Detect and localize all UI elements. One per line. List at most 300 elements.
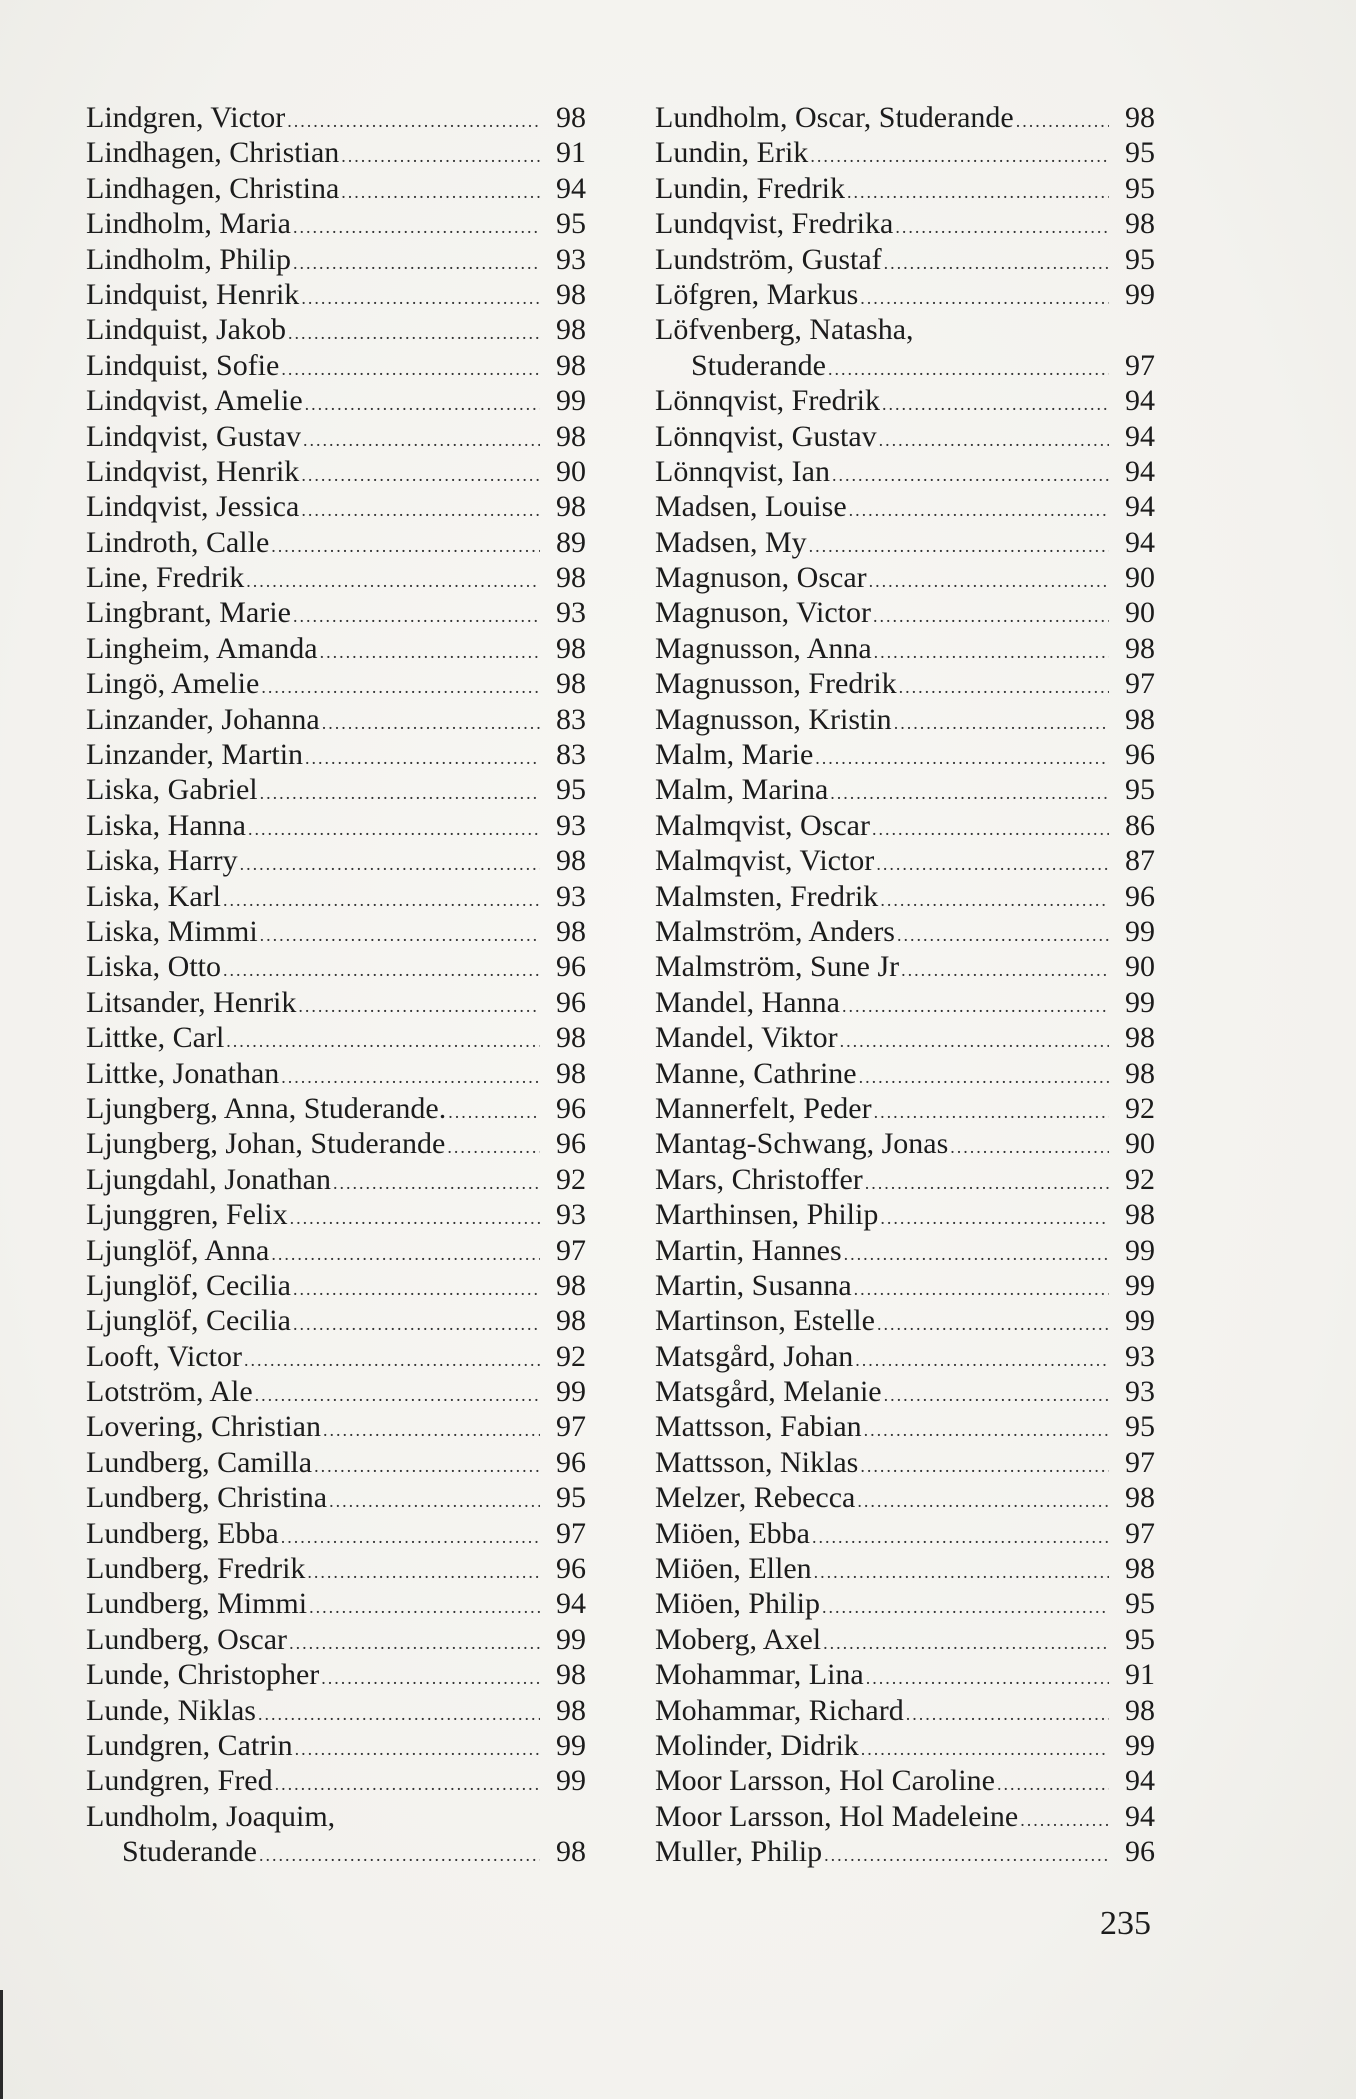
dot-leader [293, 1272, 540, 1307]
entry-name: Mohammar, Richard [655, 1693, 904, 1727]
entry-page-number: 97 [1125, 348, 1155, 382]
dot-leader [1016, 104, 1109, 139]
dot-leader [281, 352, 540, 387]
dot-leader [895, 210, 1109, 245]
index-entry [86, 1693, 586, 1728]
dot-leader [289, 1626, 540, 1661]
index-entry [86, 171, 586, 206]
index-entry [86, 1728, 586, 1763]
entry-page-number: 98 [1125, 1693, 1155, 1727]
entry-name: Liska, Otto [86, 950, 221, 984]
dot-leader [448, 1095, 540, 1130]
entry-name: Lundström, Gustaf [655, 242, 882, 276]
dot-leader [281, 1520, 540, 1555]
entry-page-number: 99 [1125, 277, 1155, 311]
index-entry [86, 1516, 586, 1551]
dot-leader [320, 635, 540, 670]
entry-page-number: 98 [1125, 1552, 1155, 1586]
dot-leader [298, 989, 540, 1024]
index-entry [655, 560, 1155, 595]
dot-leader [849, 493, 1109, 528]
index-entry [86, 808, 586, 843]
index-entry [86, 1799, 586, 1870]
index-entry [655, 1834, 1155, 1869]
entry-page-number: 99 [1125, 985, 1155, 1019]
entry-name: Lingö, Amelie [86, 667, 260, 701]
index-entry [86, 1091, 586, 1126]
index-entry [86, 277, 586, 312]
dot-leader [305, 387, 540, 422]
dot-leader [876, 847, 1109, 882]
entry-page-number: 93 [556, 808, 586, 842]
index-entry [655, 489, 1155, 524]
entry-page-number: 83 [556, 738, 586, 772]
dot-leader [899, 670, 1109, 705]
dot-leader [1020, 1803, 1109, 1838]
entry-name: Lundberg, Christina [86, 1481, 328, 1515]
entry-name: Martinson, Estelle [655, 1304, 875, 1338]
dot-leader [271, 529, 540, 564]
dot-leader [447, 1130, 540, 1165]
entry-page-number: 91 [556, 136, 586, 170]
entry-page-number: 98 [556, 1268, 586, 1302]
entry-name: Miöen, Ebba [655, 1516, 810, 1550]
entry-name: Ljungberg, Johan, Studerande [86, 1127, 446, 1161]
entry-page-number: 93 [1125, 1375, 1155, 1409]
entry-page-number: 98 [1125, 1481, 1155, 1515]
entry-page-number: 92 [556, 1162, 586, 1196]
index-entry [655, 631, 1155, 666]
entry-page-number: 98 [556, 313, 586, 347]
dot-leader [287, 104, 540, 139]
dot-leader [314, 1449, 540, 1484]
entry-page-number: 98 [1125, 207, 1155, 241]
entry-name: Lindholm, Philip [86, 242, 292, 276]
entry-page-number: 98 [1125, 1198, 1155, 1232]
entry-name: Melzer, Rebecca [655, 1481, 856, 1515]
dot-leader [880, 883, 1109, 918]
entry-page-number: 96 [556, 950, 586, 984]
dot-leader [859, 1060, 1109, 1095]
dot-leader [321, 1661, 540, 1696]
dot-leader [260, 918, 540, 953]
dot-leader [832, 458, 1109, 493]
entry-name: Lindqvist, Gustav [86, 419, 301, 453]
dot-leader [874, 1095, 1109, 1130]
index-entry [86, 1233, 586, 1268]
index-entry [86, 1268, 586, 1303]
index-entry [86, 1197, 586, 1232]
dot-leader [301, 458, 540, 493]
dot-leader [879, 423, 1109, 458]
entry-name: Miöen, Philip [655, 1587, 821, 1621]
index-entry [655, 206, 1155, 241]
entry-name: Muller, Philip [655, 1835, 823, 1869]
entry-page-number: 96 [556, 985, 586, 1019]
entry-name: Mantag-Schwang, Jonas [655, 1127, 949, 1161]
entry-name: Lotström, Ale [86, 1375, 253, 1409]
entry-name: Lindquist, Henrik [86, 277, 300, 311]
index-entry [655, 135, 1155, 170]
entry-name: Magnuson, Victor [655, 596, 871, 630]
dot-leader [240, 847, 540, 882]
index-entry [655, 879, 1155, 914]
entry-page-number: 94 [556, 171, 586, 205]
entry-name: Ljunglöf, Cecilia [86, 1268, 291, 1302]
dot-leader [840, 1024, 1109, 1059]
entry-page-number: 95 [1125, 242, 1155, 276]
entry-page-number: 98 [1125, 101, 1155, 134]
dot-leader [223, 883, 540, 918]
entry-name: Martin, Susanna [655, 1268, 852, 1302]
entry-name: Litsander, Henrik [86, 985, 297, 1019]
entry-name: Lönnqvist, Gustav [655, 419, 877, 453]
index-entry [86, 843, 586, 878]
index-entry [655, 1763, 1155, 1798]
entry-page-number: 95 [556, 1481, 586, 1515]
entry-page-number: 98 [556, 1304, 586, 1338]
dot-leader [877, 1307, 1109, 1342]
index-entry [655, 949, 1155, 984]
entry-page-number: 95 [1125, 1622, 1155, 1656]
entry-page-number: 90 [1125, 950, 1155, 984]
entry-name: Molinder, Didrik [655, 1728, 859, 1762]
dot-leader [880, 1201, 1109, 1236]
dot-leader [341, 175, 540, 210]
dot-leader [847, 175, 1109, 210]
index-entry [655, 1657, 1155, 1692]
index-entry [655, 1162, 1155, 1197]
entry-page-number: 95 [1125, 1410, 1155, 1444]
dot-leader [341, 139, 540, 174]
entry-name: Liska, Gabriel [86, 773, 258, 807]
dot-leader [258, 1697, 540, 1732]
entry-name: Mattsson, Niklas [655, 1445, 859, 1479]
entry-page-number: 97 [556, 1516, 586, 1550]
dot-leader [329, 1484, 540, 1519]
entry-name: Mandel, Viktor [655, 1021, 838, 1055]
entry-page-number: 93 [556, 242, 586, 276]
dot-leader [303, 423, 540, 458]
entry-name: Malm, Marina [655, 773, 829, 807]
entry-name: Ljunglöf, Cecilia [86, 1304, 291, 1338]
index-entry [86, 1622, 586, 1657]
index-entry [86, 1126, 586, 1161]
dot-leader [860, 1449, 1109, 1484]
index-entry [655, 808, 1155, 843]
index-entry [86, 560, 586, 595]
index-entry [86, 489, 586, 524]
entry-page-number: 92 [556, 1339, 586, 1373]
entry-name: Malmqvist, Victor [655, 844, 875, 878]
index-entry [655, 1799, 1155, 1834]
entry-name: Lindqvist, Amelie [86, 384, 303, 418]
dot-leader [823, 1626, 1109, 1661]
entry-page-number: 96 [556, 1445, 586, 1479]
entry-page-number: 96 [556, 1091, 586, 1125]
dot-leader [814, 1555, 1109, 1590]
entry-page-number: 95 [1125, 136, 1155, 170]
dot-leader [305, 741, 540, 776]
index-entry [655, 1233, 1155, 1268]
dot-leader [246, 564, 540, 599]
entry-page-number: 99 [1125, 1304, 1155, 1338]
index-entry [86, 772, 586, 807]
entry-page-number: 96 [556, 1552, 586, 1586]
index-entry [86, 1162, 586, 1197]
entry-name: Marthinsen, Philip [655, 1198, 879, 1232]
index-entry [86, 595, 586, 630]
entry-page-number: 98 [1125, 631, 1155, 665]
index-entry [86, 1339, 586, 1374]
index-entry [86, 1303, 586, 1338]
index-entry [655, 1056, 1155, 1091]
entry-page-number: 98 [556, 631, 586, 665]
index-entry [655, 666, 1155, 701]
entry-page-number: 98 [556, 348, 586, 382]
entry-name: Looft, Victor [86, 1339, 242, 1373]
dot-leader [259, 1838, 540, 1873]
dot-leader [860, 281, 1109, 316]
entry-name: Lundholm, Oscar, Studerande [655, 101, 1014, 134]
entry-page-number: 98 [556, 1021, 586, 1055]
entry-page-number: 99 [1125, 1233, 1155, 1267]
entry-page-number: 98 [556, 561, 586, 595]
dot-leader [226, 1024, 540, 1059]
entry-page-number: 90 [556, 454, 586, 488]
index-entry [655, 1622, 1155, 1657]
entry-name: Lundberg, Ebba [86, 1516, 279, 1550]
entry-name: Liska, Hanna [86, 808, 246, 842]
dot-leader [333, 1166, 540, 1201]
entry-page-number: 90 [1125, 596, 1155, 630]
dot-leader [872, 812, 1109, 847]
dot-leader [293, 246, 540, 281]
entry-name: Lunde, Christopher [86, 1658, 320, 1692]
index-entry [86, 879, 586, 914]
dot-leader [865, 1166, 1109, 1201]
index-entry [655, 595, 1155, 630]
entry-page-number: 98 [556, 1835, 586, 1869]
entry-page-number: 98 [556, 844, 586, 878]
dot-leader [901, 953, 1109, 988]
dot-leader [295, 1732, 540, 1767]
dot-leader [844, 1237, 1109, 1272]
entry-name: Lindqvist, Jessica [86, 490, 300, 524]
entry-page-number: 87 [1125, 844, 1155, 878]
index-entry [655, 985, 1155, 1020]
entry-name: Lindhagen, Christian [86, 136, 340, 170]
scan-edge-mark [0, 1990, 3, 2099]
entry-name: Linzander, Martin [86, 738, 304, 772]
dot-leader [884, 246, 1109, 281]
dot-leader [950, 1130, 1109, 1165]
index-entry [655, 100, 1155, 135]
entry-page-number: 95 [556, 773, 586, 807]
dot-leader [293, 210, 540, 245]
dot-leader [307, 1555, 540, 1590]
entry-page-number: 95 [1125, 171, 1155, 205]
index-entry [86, 419, 586, 454]
dot-leader [309, 1590, 540, 1625]
dot-leader [855, 1343, 1109, 1378]
dot-leader [874, 635, 1109, 670]
entry-page-number: 99 [1125, 1728, 1155, 1762]
index-entry [655, 1339, 1155, 1374]
entry-name: Liska, Harry [86, 844, 238, 878]
entry-name: Malmström, Sune Jr [655, 950, 900, 984]
dot-leader [815, 741, 1109, 776]
index-entry [655, 242, 1155, 277]
entry-page-number: 94 [1125, 454, 1155, 488]
entry-name: Lundqvist, Fredrika [655, 207, 894, 241]
dot-leader [301, 493, 540, 528]
entry-page-number: 99 [556, 1728, 586, 1762]
entry-page-number: 98 [556, 914, 586, 948]
entry-name: Lundin, Erik [655, 136, 809, 170]
entry-name: Ljungberg, Anna, Studerande. [86, 1091, 447, 1125]
entry-page-number: 94 [1125, 1799, 1155, 1833]
entry-name: Linzander, Johanna [86, 702, 320, 736]
entry-page-number: 98 [556, 490, 586, 524]
entry-page-number: 95 [1125, 773, 1155, 807]
index-entry [86, 1657, 586, 1692]
entry-name: Liska, Karl [86, 879, 221, 913]
index-entry [86, 1763, 586, 1798]
entry-page-number: 94 [556, 1587, 586, 1621]
entry-name: Magnusson, Kristin [655, 702, 892, 736]
dot-leader [290, 1201, 540, 1236]
index-entry [86, 100, 586, 135]
dot-leader [869, 564, 1109, 599]
dot-leader [997, 1767, 1109, 1802]
index-entry [86, 1056, 586, 1091]
dot-leader [255, 1378, 540, 1413]
index-entry [655, 1268, 1155, 1303]
index-entry [655, 277, 1155, 312]
index-entry [86, 914, 586, 949]
dot-leader [248, 812, 540, 847]
index-entry [86, 454, 586, 489]
index-entry [86, 631, 586, 666]
entry-page-number: 96 [556, 1127, 586, 1161]
index-entry [655, 1409, 1155, 1444]
entry-name: Line, Fredrik [86, 561, 245, 595]
dot-leader [866, 1661, 1109, 1696]
dot-leader [281, 1060, 540, 1095]
dot-leader [301, 281, 540, 316]
entry-name: Malm, Marie [655, 738, 814, 772]
entry-name-continuation: Studerande [691, 348, 826, 382]
entry-name: Malmqvist, Oscar [655, 808, 870, 842]
index-entry [86, 666, 586, 701]
entry-name: Lingheim, Amanda [86, 631, 318, 665]
index-entry [86, 206, 586, 241]
entry-page-number: 99 [556, 1622, 586, 1656]
index-entry [86, 737, 586, 772]
entry-name: Ljunggren, Felix [86, 1198, 288, 1232]
index-entry [86, 383, 586, 418]
index-entry [655, 1516, 1155, 1551]
index-column-left [86, 100, 586, 1870]
dot-leader [873, 599, 1109, 634]
dot-leader [288, 316, 540, 351]
entry-page-number: 94 [1125, 419, 1155, 453]
dot-leader [882, 387, 1109, 422]
entry-name: Lovering, Christian [86, 1410, 321, 1444]
index-entry [655, 737, 1155, 772]
entry-name: Lundgren, Catrin [86, 1728, 293, 1762]
entry-name: Martin, Hannes [655, 1233, 842, 1267]
entry-page-number: 98 [556, 101, 586, 134]
entry-page-number: 83 [556, 702, 586, 736]
entry-name: Lindroth, Calle [86, 525, 270, 559]
index-entry [655, 1445, 1155, 1480]
entry-name: Lindqvist, Henrik [86, 454, 300, 488]
index-entry [655, 419, 1155, 454]
dot-leader [244, 1343, 540, 1378]
entry-page-number: 99 [1125, 915, 1155, 948]
entry-page-number: 96 [1125, 1835, 1155, 1869]
entry-page-number: 99 [556, 1764, 586, 1798]
entry-name: Lindquist, Sofie [86, 348, 280, 382]
index-entry [655, 772, 1155, 807]
entry-name: Magnusson, Fredrik [655, 667, 897, 701]
dot-leader [322, 706, 540, 741]
dot-leader [842, 989, 1109, 1024]
entry-page-number: 97 [1125, 667, 1155, 701]
entry-name: Littke, Jonathan [86, 1056, 280, 1090]
entry-name: Moor Larsson, Hol Caroline [655, 1764, 995, 1798]
entry-name: Lundberg, Mimmi [86, 1587, 308, 1621]
dot-leader [830, 776, 1109, 811]
entry-page-number: 98 [1125, 1056, 1155, 1090]
entry-page-number: 96 [1125, 738, 1155, 772]
entry-page-number: 94 [1125, 525, 1155, 559]
entry-page-number: 86 [1125, 808, 1155, 842]
entry-name: Lundin, Fredrik [655, 171, 845, 205]
entry-name: Mars, Christoffer [655, 1162, 863, 1196]
entry-page-number: 98 [556, 277, 586, 311]
index-entry [86, 1480, 586, 1515]
index-entry [655, 1586, 1155, 1621]
dot-leader [275, 1767, 540, 1802]
index-entry [86, 1020, 586, 1055]
entry-name-continuation: Studerande [122, 1835, 257, 1869]
entry-name: Madsen, My [655, 525, 807, 559]
index-entry [655, 1480, 1155, 1515]
dot-leader [223, 953, 540, 988]
index-entry [655, 843, 1155, 878]
index-entry [655, 1197, 1155, 1232]
entry-page-number: 93 [1125, 1339, 1155, 1373]
dot-leader [810, 139, 1109, 174]
entry-page-number: 97 [556, 1233, 586, 1267]
entry-page-number: 97 [556, 1410, 586, 1444]
entry-page-number: 95 [556, 207, 586, 241]
entry-page-number: 89 [556, 525, 586, 559]
entry-name: Manne, Cathrine [655, 1056, 857, 1090]
index-entry [655, 1551, 1155, 1586]
entry-name: Madsen, Louise [655, 490, 847, 524]
entry-name: Lunde, Niklas [86, 1693, 256, 1727]
dot-leader [894, 706, 1109, 741]
entry-name: Löfvenberg, Natasha, [655, 313, 914, 347]
entry-name: Matsgård, Melanie [655, 1375, 882, 1409]
index-entry [86, 1586, 586, 1621]
index-entry [86, 348, 586, 383]
entry-name: Lingbrant, Marie [86, 596, 291, 630]
